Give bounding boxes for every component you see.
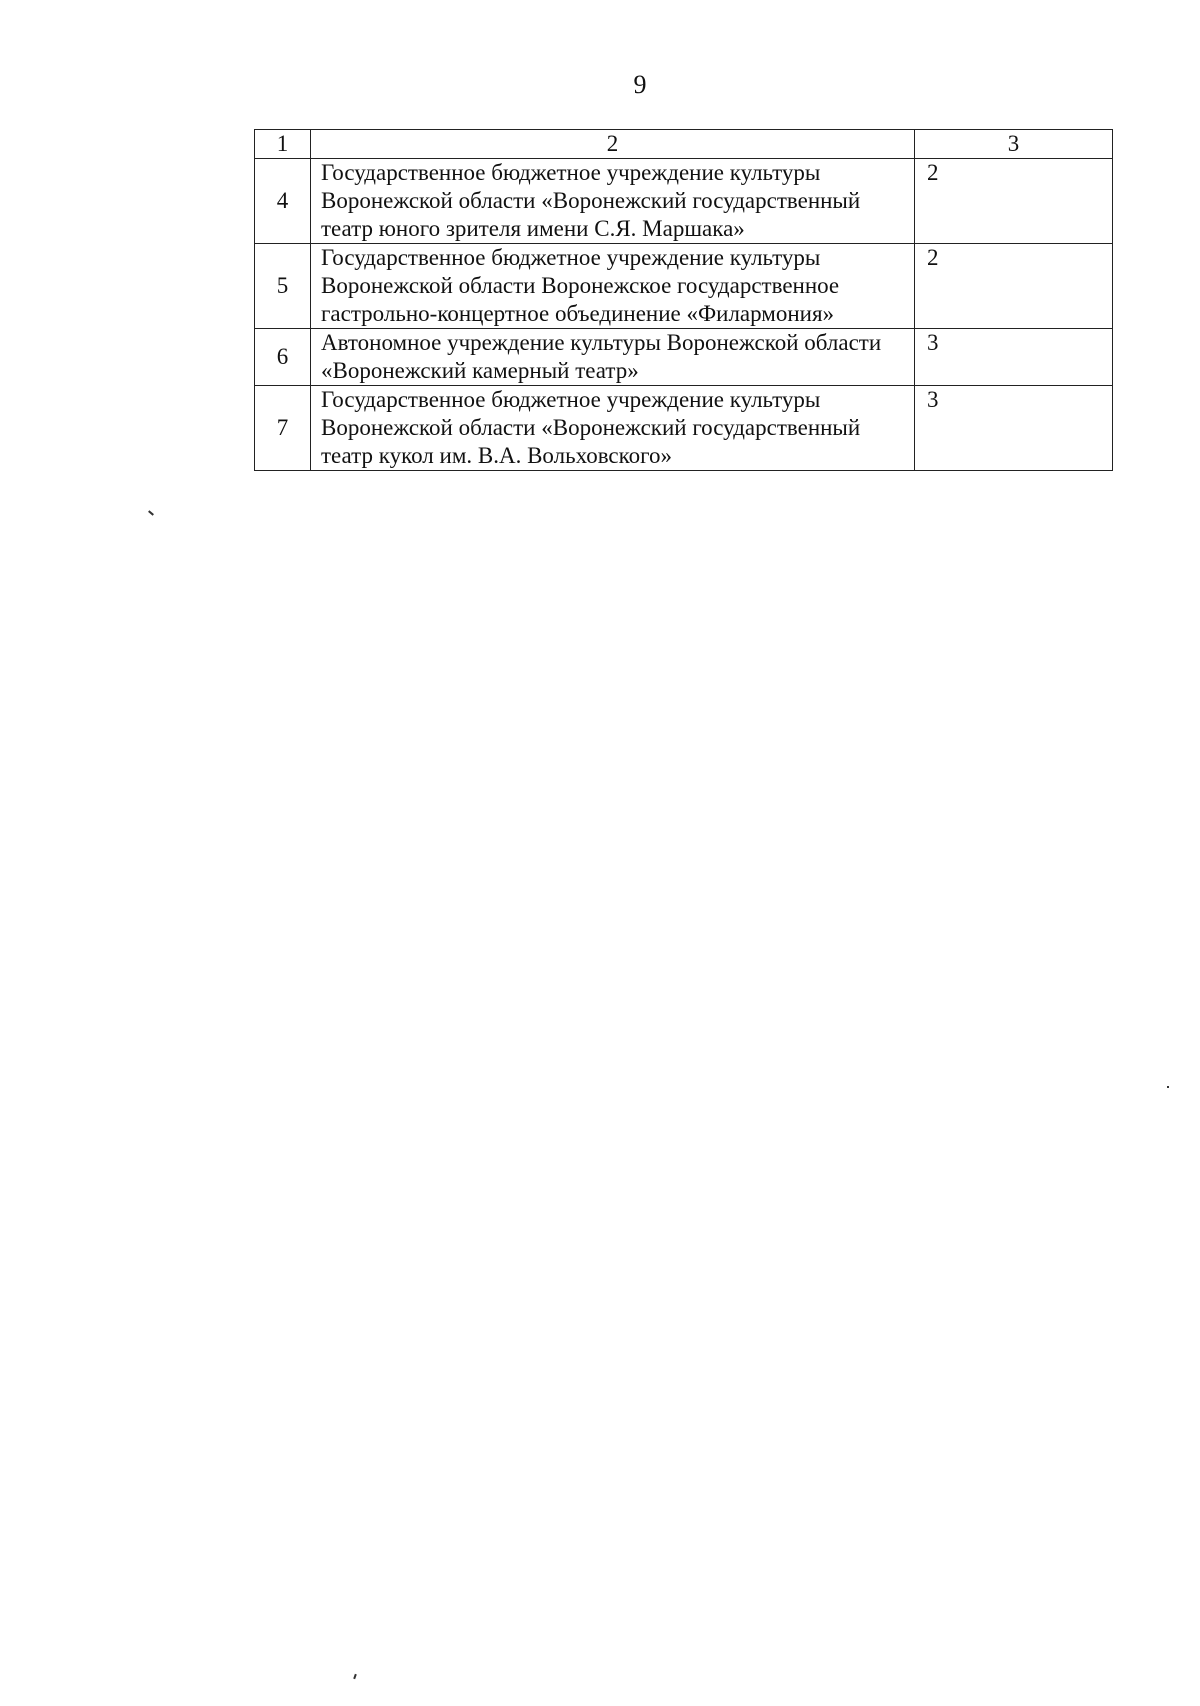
page-number: 9 — [633, 70, 647, 99]
table-row — [255, 386, 1113, 471]
row-number: 4 — [255, 159, 311, 244]
institution-name: Государственное бюджетное учреждение культуры Воронежской области Воронежское государственное гастрольно-концертное объединение «Филармония» — [311, 244, 915, 329]
group-value: 2 — [915, 159, 1113, 244]
group-value: 3 — [915, 329, 1113, 386]
group-value: 3 — [915, 386, 1113, 471]
institution-name: Государственное бюджетное учреждение культуры Воронежской области «Воронежский государственный театр юного зрителя имени С.Я. Маршака» — [311, 159, 915, 244]
scan-speck — [148, 510, 154, 515]
institution-name: Автономное учреждение культуры Воронежской области «Воронежский камерный театр» — [311, 329, 915, 386]
group-value: 2 — [915, 244, 1113, 329]
table-header-row — [255, 130, 1113, 159]
institution-name: Государственное бюджетное учреждение культуры Воронежской области «Воронежский государственный театр кукол им. В.А. Вольховского» — [311, 386, 915, 471]
row-number: 6 — [255, 329, 311, 386]
row-number: 5 — [255, 244, 311, 329]
scan-speck — [353, 1674, 357, 1679]
header-cell: 3 — [915, 130, 1113, 159]
header-cell: 1 — [255, 130, 311, 159]
scan-speck — [1167, 1086, 1169, 1088]
row-number: 7 — [255, 386, 311, 471]
table-row — [255, 244, 1113, 329]
institutions-table — [254, 129, 1113, 471]
table-row — [255, 159, 1113, 244]
header-cell: 2 — [311, 130, 915, 159]
table-row — [255, 329, 1113, 386]
